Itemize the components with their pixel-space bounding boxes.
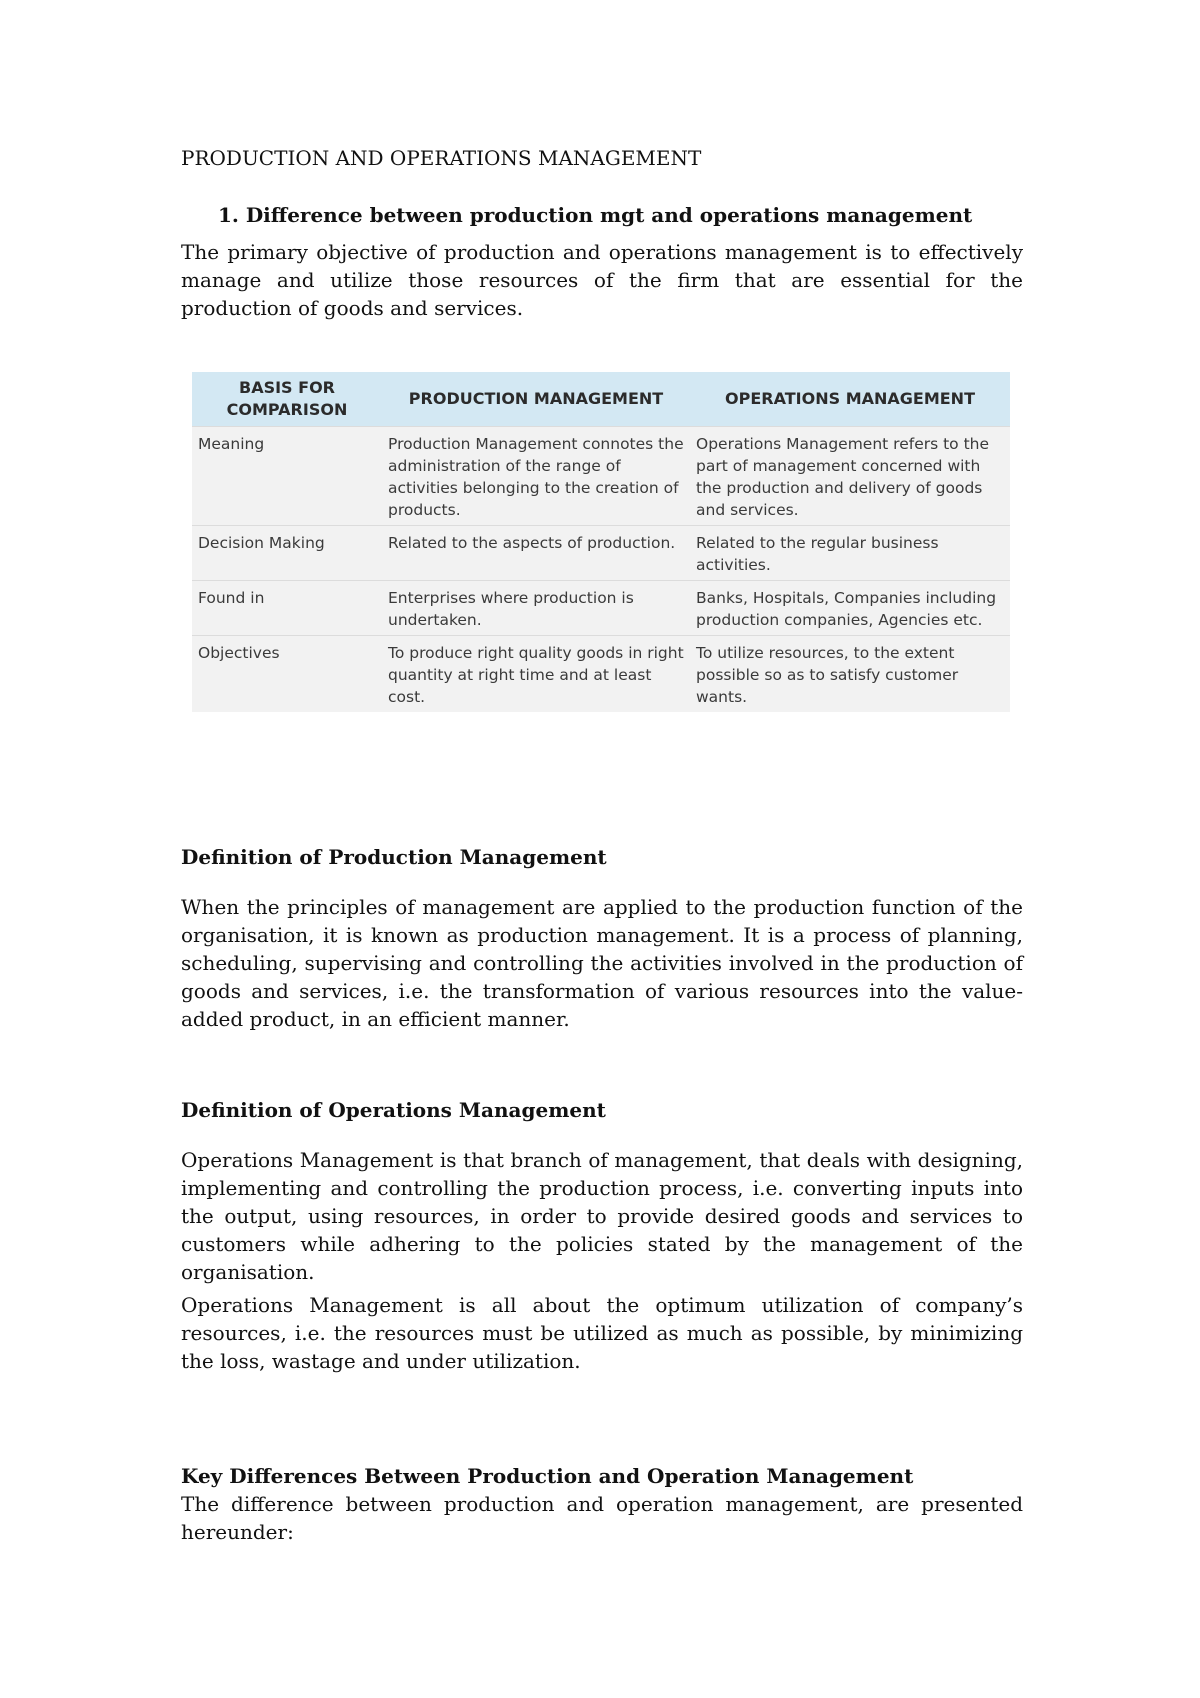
operations-definition-text-2: Operations Management is all about the optimum utilization of company’s resources, i.e. the resources must be utilized as much as possible, by minimizing the loss, wastage and under utilization. <box>181 1293 1023 1373</box>
intro-paragraph: The primary objective of production and operations management is to effectively manage and utilize those resources of the firm that are essential for the production of goods and services. <box>181 240 1023 320</box>
production-definition-text: When the principles of management are applied to the production function of the organisation, it is known as production management. It is a process of planning, scheduling, supervising and controlling the activities involved in the production of goods and services, i.e. the transformation of various resources into the value-added product, in an efficient manner. <box>181 895 1023 1031</box>
numbered-heading: 1. Difference between production mgt and operations management <box>218 203 973 227</box>
table-header-row <box>192 372 1010 427</box>
production-definition-heading: Definition of Production Management <box>181 845 607 869</box>
row-production: Enterprises where production is undertaken. <box>382 581 690 636</box>
header-basis: BASIS FOR COMPARISON <box>192 372 382 427</box>
row-production: Related to the aspects of production. <box>382 526 690 581</box>
operations-definition-text-1: Operations Management is that branch of management, that deals with designing, implementing and controlling the production process, i.e. converting inputs into the output, using resources, in order to provide desired goods and services to customers while adhering to the policies stated by the management of the organisation. <box>181 1148 1023 1284</box>
document-title: PRODUCTION AND OPERATIONS MANAGEMENT <box>181 146 702 170</box>
row-operations: Related to the regular business activities. <box>690 526 1010 581</box>
row-operations: Operations Management refers to the part of management concerned with the production and delivery of goods and services. <box>690 427 1010 526</box>
row-basis: Found in <box>192 581 382 636</box>
comparison-table <box>192 372 1010 712</box>
key-differences-heading: Key Differences Between Production and Operation Management <box>181 1464 914 1488</box>
table-row <box>192 581 1010 636</box>
header-operations: OPERATIONS MANAGEMENT <box>690 372 1010 427</box>
row-basis: Meaning <box>192 427 382 526</box>
key-differences-text: The difference between production and operation management, are presented hereunder: <box>181 1492 1023 1544</box>
table-row <box>192 526 1010 581</box>
row-basis: Objectives <box>192 636 382 713</box>
row-operations: Banks, Hospitals, Companies including production companies, Agencies etc. <box>690 581 1010 636</box>
table-row <box>192 636 1010 713</box>
header-production: PRODUCTION MANAGEMENT <box>382 372 690 427</box>
row-basis: Decision Making <box>192 526 382 581</box>
row-production: To produce right quality goods in right quantity at right time and at least cost. <box>382 636 690 713</box>
operations-definition-heading: Definition of Operations Management <box>181 1098 606 1122</box>
table-row <box>192 427 1010 526</box>
row-operations: To utilize resources, to the extent possible so as to satisfy customer wants. <box>690 636 1010 713</box>
row-production: Production Management connotes the administration of the range of activities belonging to the creation of products. <box>382 427 690 526</box>
